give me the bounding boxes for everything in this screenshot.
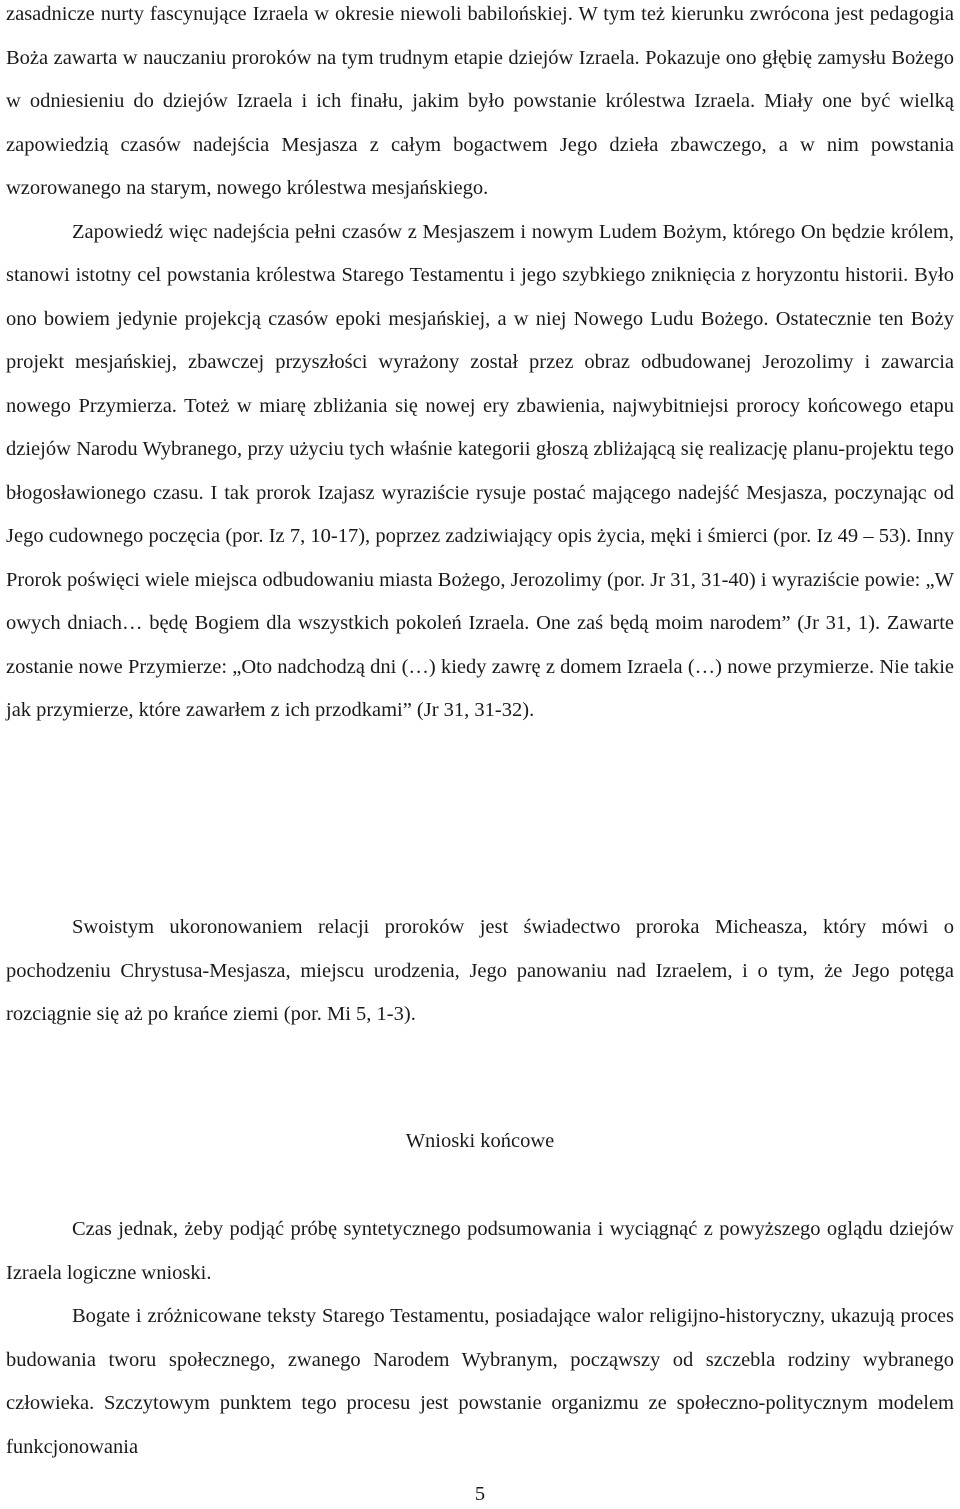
paragraph: Zapowiedź więc nadejścia pełni czasów z Mesjaszem i nowym Ludem Bożym, którego On będzie królem, stanowi istotny cel powstania królestwa Starego Testamentu i jego szybkiego zniknięcia z horyzontu historii. Było ono bowiem jedynie projekcją czasów epoki mesjańskiej, a w niej Nowego Ludu Bożego. Ostatecznie ten Boży projekt mesjańskiej, zbawczej przyszłości wyrażony został przez obraz odbudowanej Jerozolimy i zawarcia nowego Przymierza. Toteż w miarę zbliżania się nowej ery zbawienia, najwybitniejsi prorocy końcowego etapu dziejów Narodu Wybranego, przy użyciu tych właśnie kategorii głoszą zbliżającą się realizację planu-projektu tego błogosławionego czasu. I tak prorok Izajasz wyraziście rysuje postać mającego nadejść Mesjasza, poczynając od Jego cudownego poczęcia (por. Iz 7, 10-17), poprzez zadziwiający opis życia, męki i śmierci (por. Iz 49 – 53). Inny Prorok poświęci wiele miejsca odbudowaniu miasta Bożego, Jerozolimy (por. Jr 31, 31-40) i wyraziście powie: „W owych dniach… będę Bogiem dla wszystkich pokoleń Izraela. One zaś będą moim narodem” (Jr 31, 1). Zawarte zostanie nowe Przymierze: „Oto nadchodzą dni (…) kiedy zawrę z domem Izraela (…) nowe przymierze. Nie takie jak przymierze, które zawarłem z ich przodkami” (Jr 31, 31-32). (6, 220, 954, 721)
paragraph: Swoistym ukoronowaniem relacji proroków jest świadectwo proroka Micheasza, który mówi o pochodzeniu Chrystusa-Mesjasza, miejscu urodzenia, Jego panowaniu nad Izraelem, i o tym, że Jego potęga rozciągnie się aż po krańce ziemi (por. Mi 5, 1-3). (6, 916, 954, 1025)
text-block-upper (6, 0, 954, 733)
paragraph: zasadnicze nurty fascynujące Izraela w okresie niewoli babilońskiej. W tym też kierunku zwrócona jest pedagogia Boża zawarta w nauczaniu proroków na tym trudnym etapie dziejów Izraela. Pokazuje ono głębię zamysłu Bożego w odniesieniu do dziejów Izraela i ich finału, jakim było powstanie królestwa Izraela. Miały one być wielką zapowiedzią czasów nadejścia Mesjasza z całym bogactwem Jego dzieła zbawczego, a w nim powstania wzorowanego na starym, nowego królestwa mesjańskiego. (6, 3, 954, 199)
text-block-middle (6, 906, 954, 1037)
text-block-lower (6, 1208, 954, 1469)
paragraph: Czas jednak, żeby podjąć próbę syntetycznego podsumowania i wyciągnąć z powyższego oglądu dziejów Izraela logiczne wnioski. (6, 1218, 954, 1284)
paragraph: Bogate i zróżnicowane teksty Starego Testamentu, posiadające walor religijno-historyczny, ukazują proces budowania tworu społecznego, zwanego Narodem Wybranym, począwszy od szczebla rodziny wybranego człowieka. Szczytowym punktem tego procesu jest powstanie organizmu ze społeczno-politycznym modelem funkcjonowania (6, 1305, 954, 1458)
page-number: 5 (474, 1483, 486, 1505)
section-heading: Wnioski końcowe (405, 1130, 555, 1152)
